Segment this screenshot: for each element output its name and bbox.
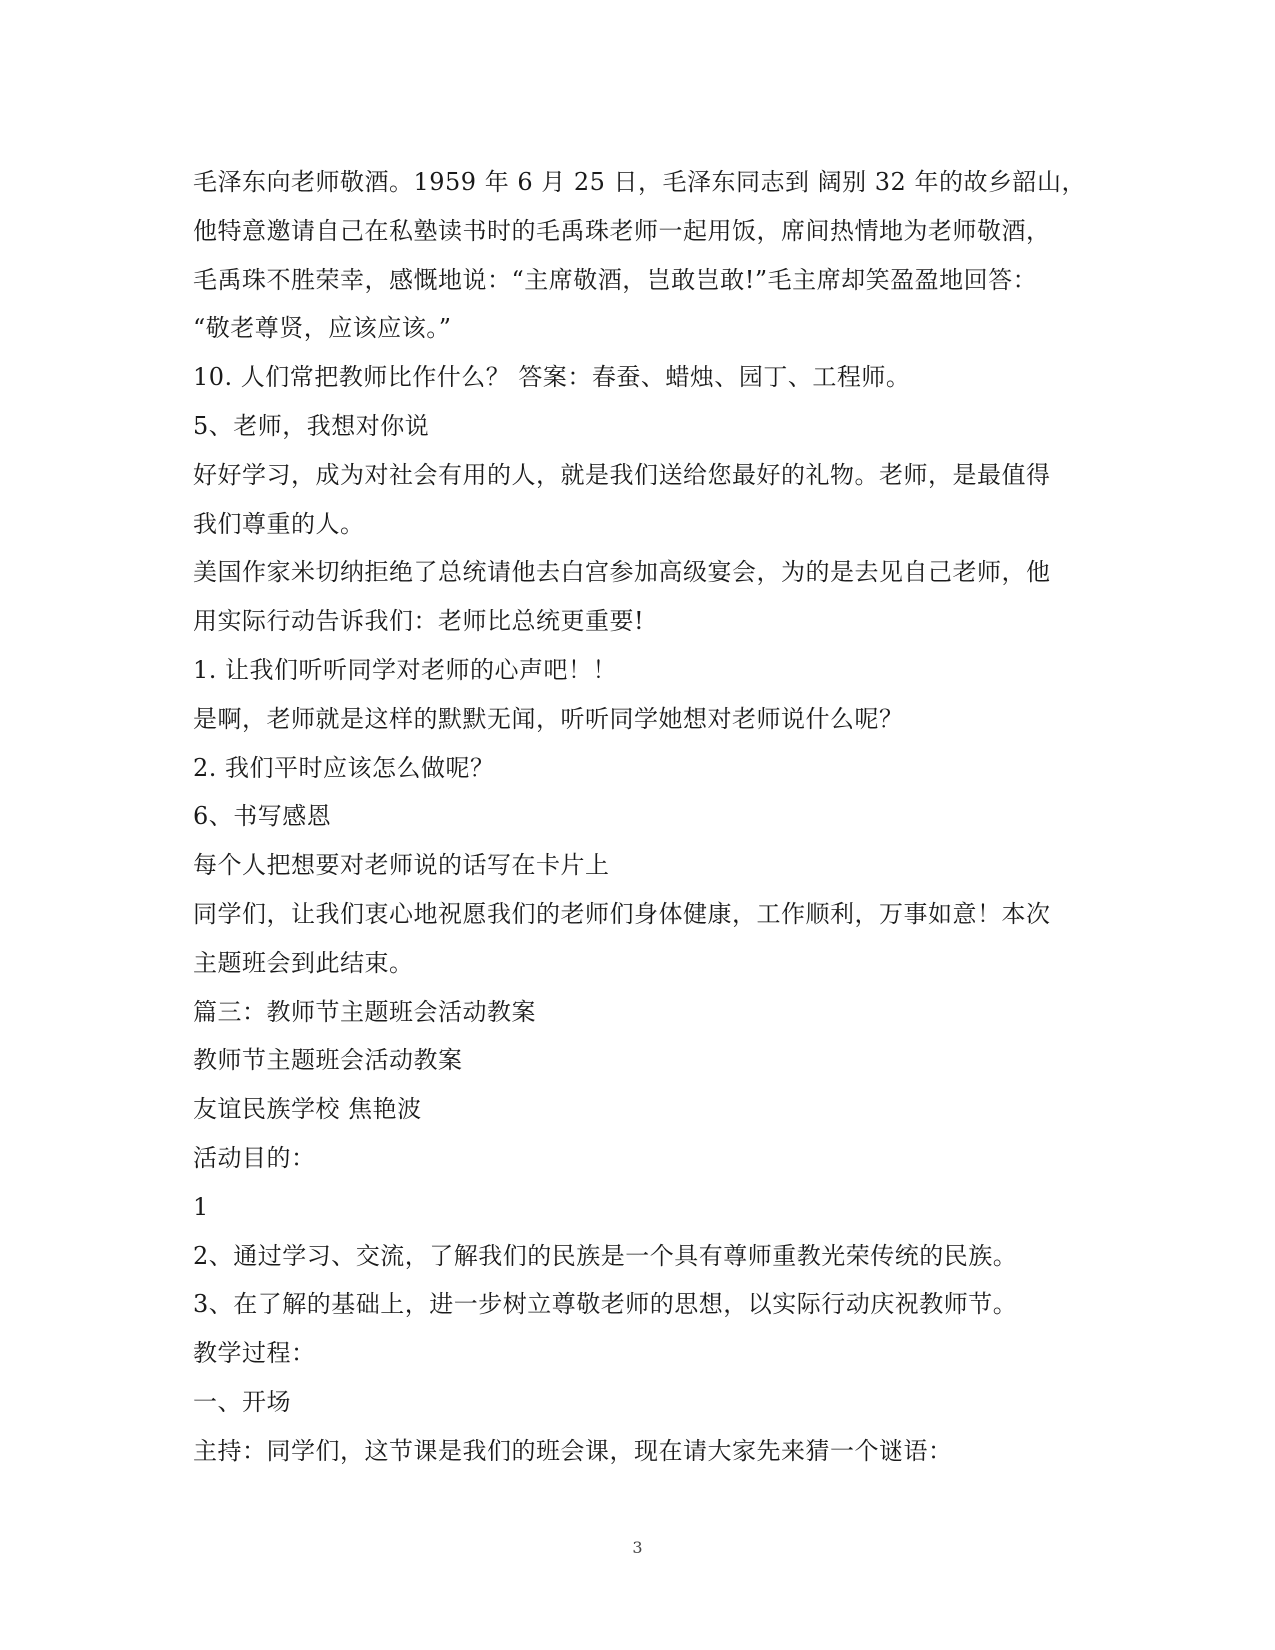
page-number: 3: [632, 1538, 643, 1557]
list-item: 3、在了解的基础上，进一步树立尊敬老师的思想，以实际行动庆祝教师节。: [193, 1290, 1018, 1319]
paragraph-line: 我们尊重的人。: [193, 509, 365, 538]
paragraph-line: 同学们，让我们衷心地祝愿我们的老师们身体健康，工作顺利，万事如意！本次: [193, 899, 1051, 928]
paragraph-line: 1. 让我们听听同学对老师的心声吧！！: [193, 655, 618, 684]
paragraph-line: 主题班会到此结束。: [193, 948, 414, 977]
section-heading: 6、书写感恩: [193, 802, 332, 831]
paragraph-line: 2. 我们平时应该怎么做呢？: [193, 753, 495, 782]
paragraph-line: 毛禹珠不胜荣幸，感慨地说：“主席敬酒，岂敢岂敢!”毛主席却笑盈盈地回答：: [193, 265, 1038, 294]
section-heading: 5、老师，我想对你说: [193, 411, 430, 440]
paragraph-line: 好好学习，成为对社会有用的人，就是我们送给您最好的礼物。老师，是最值得: [193, 460, 1051, 489]
paragraph-line: 美国作家米切纳拒绝了总统请他去白宫参加高级宴会，为的是去见自己老师，他: [193, 558, 1051, 587]
section-heading: 教学过程：: [193, 1339, 316, 1368]
paragraph-line: 主持：同学们，这节课是我们的班会课，现在请大家先来猜一个谜语：: [193, 1436, 953, 1465]
paragraph-line: 每个人把想要对老师说的话写在卡片上: [193, 851, 610, 880]
paragraph-line: 是啊，老师就是这样的默默无闻，听听同学她想对老师说什么呢？: [193, 704, 904, 733]
paragraph-line: “敬老尊贤，应该应该。”: [193, 314, 452, 343]
document-title: 教师节主题班会活动教案: [193, 1046, 463, 1075]
list-item: 1: [193, 1192, 209, 1221]
section-heading: 一、开场: [193, 1387, 291, 1416]
document-body: [193, 158, 1086, 1476]
author-line: 友谊民族学校 焦艳波: [193, 1095, 422, 1124]
section-heading: 篇三：教师节主题班会活动教案: [193, 997, 536, 1026]
paragraph-line: 用实际行动告诉我们：老师比总统更重要!: [193, 607, 645, 636]
section-heading: 活动目的：: [193, 1143, 316, 1172]
paragraph-line: 他特意邀请自己在私塾读书时的毛禹珠老师一起用饭，席间热情地为老师敬酒，: [193, 216, 1051, 245]
paragraph-line: 10. 人们常把教师比作什么？ 答案：春蚕、蜡烛、园丁、工程师。: [193, 363, 911, 392]
paragraph-line: 毛泽东向老师敬酒。1959 年 6 月 25 日，毛泽东同志到 阔别 32 年的故乡韶山，: [193, 168, 1086, 196]
list-item: 2、通过学习、交流，了解我们的民族是一个具有尊师重教光荣传统的民族。: [193, 1241, 1018, 1270]
